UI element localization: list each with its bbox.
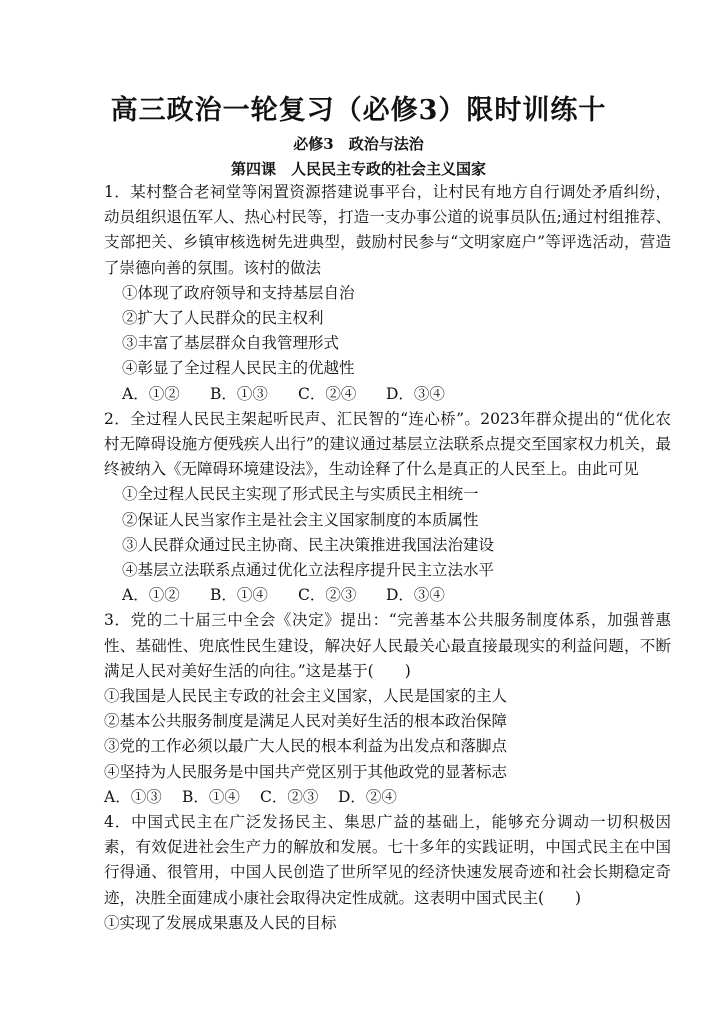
option-item: ①实现了发展成果惠及人民的目标 [104,913,337,932]
answer-choices [104,785,671,810]
question-stem: 1．某村整合老祠堂等闲置资源搭建说事平台，让村民有地方自行调处矛盾纠纷，动员组织退伍军人、热心村民等，打造一支办事公道的说事员队伍;通过村组推荐、支部把关、乡镇审核选树先进典型，鼓励村民参与“文明家庭户”等评选活动，营造了崇德向善的氛围。该村的做法 [104,183,671,277]
answer-b: B．①③ [210,384,268,403]
answer-b: B．①④ [182,787,240,806]
answer-d: D．③④ [386,586,445,605]
answer-a: A．①② [122,384,180,403]
answer-d: D．③④ [386,384,445,403]
answer-a: A．①② [122,586,180,605]
option-item: ①我国是人民民主专政的社会主义国家，人民是国家的主人 [104,687,508,706]
answer-choices [104,382,671,407]
lesson-subtitle: 第四课 人民民主专政的社会主义国家 [230,160,486,178]
option-item: ①全过程人民民主实现了形式民主与实质民主相统一 [122,485,479,504]
question-list [104,180,671,936]
option-item: ①体现了政府领导和支持基层自治 [122,283,355,302]
answer-a: A．①③ [104,787,162,806]
question-3 [104,608,671,810]
answer-choices [104,583,671,608]
question-stem: 3．党的二十届三中全会《决定》提出：“完善基本公共服务制度体系，加强普惠性、基础性、兜底性民生建设，解决好人民最关心最直接最现实的利益问题，不断满足人民对美好生活的向往。”这是基于( ) [104,611,671,680]
question-stem: 2．全过程人民民主架起听民声、汇民智的“连心桥”。2023年群众提出的“优化农村无障碍设施方便残疾人出行”的建议通过基层立法联系点提交至国家权力机关，最终被纳入《无障碍环境建设法》，生动诠释了什么是真正的人民至上。由此可见 [104,409,671,479]
option-item: ③人民群众通过民主协商、民主决策推进我国法治建设 [122,535,495,554]
option-item: ④基层立法联系点通过优化立法程序提升民主立法水平 [122,561,495,580]
option-item: ④彰显了全过程人民民主的优越性 [122,359,355,378]
question-stem: 4．中国式民主在广泛发扬民主、集思广益的基础上，能够充分调动一切积极因素，有效促进社会生产力的解放和发展。七十多年的实践证明，中国式民主在中国行得通、很管用，中国人民创造了世所罕见的经济快速发展奇迹和社会长期稳定奇迹，决胜全面建成小康社会取得决定性成就。这表明中国式民主( ) [104,813,671,907]
question-2 [104,407,671,609]
option-item: ②基本公共服务制度是满足人民对美好生活的根本政治保障 [104,712,508,731]
question-1 [104,180,671,407]
option-item: ④坚持为人民服务是中国共产党区别于其他政党的显著标志 [104,762,508,781]
answer-c: C．②③ [260,787,319,806]
option-item: ③党的工作必须以最广大人民的根本利益为出发点和落脚点 [104,737,508,756]
answer-c: C．②④ [298,384,357,403]
answer-d: D．②④ [338,787,397,806]
page-title: 高三政治一轮复习（必修3）限时训练十 [110,95,607,126]
question-4 [104,810,671,936]
answer-b: B．①④ [210,586,268,605]
option-item: ③丰富了基层群众自我管理形式 [122,334,340,353]
option-item: ②扩大了人民群众的民主权利 [122,309,324,328]
answer-c: C．②③ [298,586,357,605]
section-subtitle: 必修3 政治与法治 [293,135,424,153]
option-item: ②保证人民当家作主是社会主义国家制度的本质属性 [122,510,479,529]
